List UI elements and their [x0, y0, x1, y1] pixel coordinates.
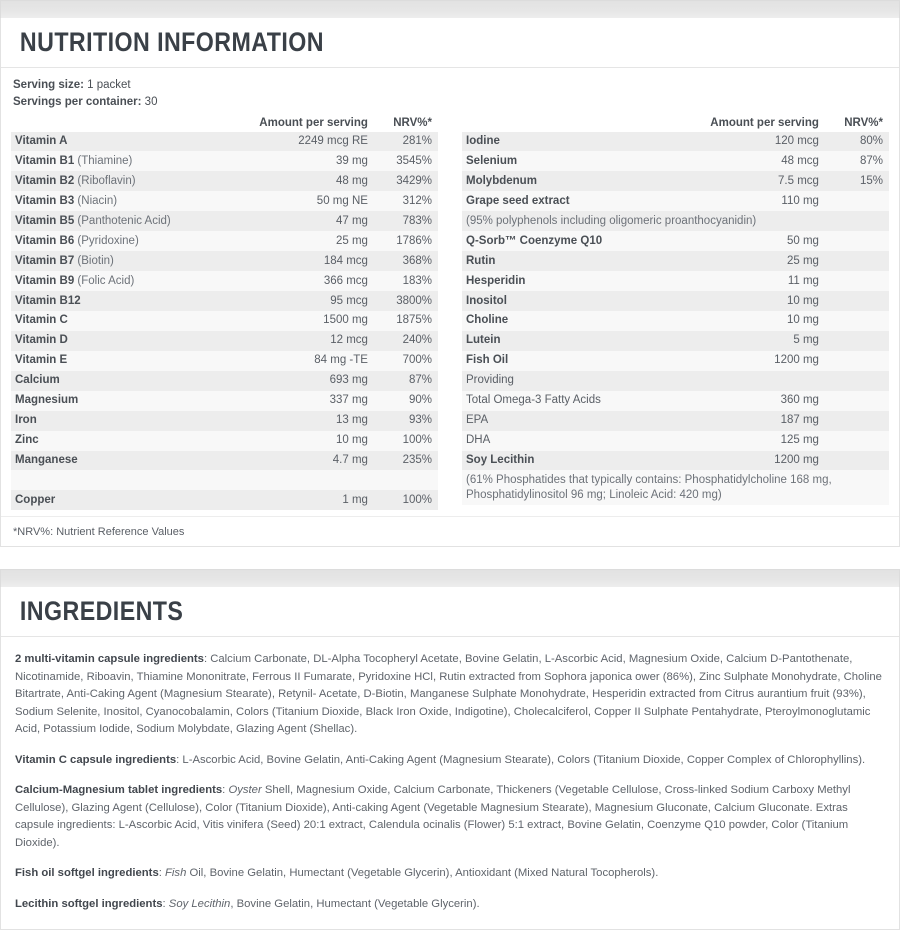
row-amount: 4.7 mg — [254, 451, 374, 471]
nutrition-table-right-wrap — [462, 115, 889, 511]
row-amount: 187 mg — [705, 411, 825, 431]
servings-per-container-label: Servings per container: — [13, 95, 142, 108]
table-row — [11, 132, 438, 152]
column-header-nrv: NRV%* — [393, 116, 432, 129]
ingredients-body — [1, 637, 899, 929]
ingredient-paragraph: Calcium-Magnesium tablet ingredients: Oyster Shell, Magnesium Oxide, Calcium Carbonate, Thickeners (Vegetable Cellulose, Cross-linked Sodium Carboxy Methyl Cellulose), Glazing Agent (Cellulose), Color (Titanium Dioxide), Anti-caking Agent (Vegetable Magnesium Stearate), Magnesium Gluconate, Calcium Gluconate. Extras capsule ingredients: L-Ascorbic Acid, Vitis vinifera (Seed) 20:1 extract, Calendula ocinalis (Flower) 5:1 extract, Bovine Gelatin, Coenzyme Q10 powder, Color (Titanium Dioxide). — [15, 784, 851, 849]
row-amount: 25 mg — [254, 231, 374, 251]
table-row — [11, 211, 438, 231]
ingredients-panel-header-band — [0, 569, 900, 587]
row-label: Soy Lecithin — [462, 451, 705, 471]
row-label: EPA — [462, 411, 705, 431]
row-label: Zinc — [11, 431, 254, 451]
row-label: Vitamin B7 (Biotin) — [11, 251, 254, 271]
row-label: Inositol — [462, 291, 705, 311]
row-label-sub: (Thiamine) — [74, 154, 133, 167]
table-row — [462, 132, 889, 152]
table-row — [462, 391, 889, 411]
row-nrv — [825, 311, 889, 331]
row-label: Vitamin C — [11, 311, 254, 331]
row-label: Total Omega-3 Fatty Acids — [462, 391, 705, 411]
table-row — [462, 251, 889, 271]
panel-spacer — [0, 547, 900, 569]
row-label — [11, 470, 254, 490]
serving-info — [1, 68, 899, 114]
table-row — [462, 291, 889, 311]
row-label-sub: (Riboflavin) — [74, 174, 136, 187]
row-amount: 1200 mg — [705, 451, 825, 471]
row-label-sub: (Pyridoxine) — [74, 234, 139, 247]
table-row — [11, 490, 438, 510]
row-label-sub: (Panthotenic Acid) — [74, 214, 171, 227]
row-amount: 13 mg — [254, 411, 374, 431]
table-row — [462, 411, 889, 431]
table-header-row — [11, 115, 438, 132]
table-row — [462, 151, 889, 171]
column-header-amount: Amount per serving — [710, 116, 819, 129]
table-row — [462, 470, 889, 505]
row-amount: 125 mg — [705, 431, 825, 451]
row-amount: 337 mg — [254, 391, 374, 411]
table-row — [462, 371, 889, 391]
row-nrv — [825, 391, 889, 411]
serving-size-value: 1 packet — [87, 79, 131, 92]
row-nrv: 100% — [374, 431, 438, 451]
nrv-footnote: *NRV%: Nutrient Reference Values — [1, 516, 899, 546]
row-label: DHA — [462, 431, 705, 451]
row-nrv: 700% — [374, 351, 438, 371]
table-row — [11, 470, 438, 490]
table-row — [462, 331, 889, 351]
table-row — [11, 451, 438, 471]
table-row — [11, 351, 438, 371]
row-nrv — [825, 371, 889, 391]
row-label: Vitamin B9 (Folic Acid) — [11, 271, 254, 291]
table-header-row — [462, 115, 889, 132]
table-row — [462, 431, 889, 451]
column-header-name — [11, 115, 254, 132]
row-nrv: 240% — [374, 331, 438, 351]
ingredient-italic-term: Oyster — [228, 784, 262, 797]
row-label: Providing — [462, 371, 705, 391]
row-label: Selenium — [462, 151, 705, 171]
table-row — [11, 371, 438, 391]
column-header-name — [462, 115, 705, 132]
row-label: Calcium — [11, 371, 254, 391]
table-row — [11, 431, 438, 451]
serving-size-label: Serving size: — [13, 79, 84, 92]
column-header-amount: Amount per serving — [259, 116, 368, 129]
row-amount: 95 mcg — [254, 291, 374, 311]
row-label: Molybdenum — [462, 171, 705, 191]
servings-per-container-value: 30 — [144, 95, 158, 108]
row-amount: 184 mcg — [254, 251, 374, 271]
row-label: Iodine — [462, 132, 705, 152]
row-nrv: 183% — [374, 271, 438, 291]
row-amount: 5 mg — [705, 331, 825, 351]
row-note: (61% Phosphatides that typically contains: Phosphatidylcholine 168 mg, Phosphatidylinositol 96 mg; Linoleic Acid: 420 mg) — [462, 470, 889, 505]
nutrition-table-left — [11, 115, 438, 511]
ingredients-panel — [0, 569, 900, 930]
row-label-sub: (Biotin) — [74, 254, 114, 267]
table-row — [462, 211, 889, 231]
row-amount: 47 mg — [254, 211, 374, 231]
row-label: Vitamin B6 (Pyridoxine) — [11, 231, 254, 251]
row-amount: 50 mg — [705, 231, 825, 251]
ingredient-italic-term: Soy Lecithin — [168, 897, 231, 910]
nutrition-left-body — [11, 132, 438, 511]
row-nrv — [825, 451, 889, 471]
row-nrv — [825, 191, 889, 211]
table-row — [462, 311, 889, 331]
row-nrv: 15% — [825, 171, 889, 191]
column-header-nrv: NRV%* — [844, 116, 883, 129]
table-row — [462, 271, 889, 291]
ingredient-paragraph: Fish oil softgel ingredients: Fish Oil, Bovine Gelatin, Humectant (Vegetable Glycerin), Antioxidant (Mixed Natural Tocopherols). — [15, 867, 659, 880]
row-nrv: 3800% — [374, 291, 438, 311]
row-label: Vitamin E — [11, 351, 254, 371]
table-row — [11, 311, 438, 331]
row-nrv: 368% — [374, 251, 438, 271]
row-label: Grape seed extract — [462, 191, 705, 211]
row-nrv — [374, 470, 438, 490]
row-nrv: 100% — [374, 490, 438, 510]
serving-size-line — [13, 77, 899, 94]
row-amount: 39 mg — [254, 151, 374, 171]
table-row — [11, 151, 438, 171]
row-nrv: 3429% — [374, 171, 438, 191]
ingredient-paragraph: 2 multi-vitamin capsule ingredients: Calcium Carbonate, DL-Alpha Tocopheryl Acetate, Bovine Gelatin, L-Ascorbic Acid, Magnesium Oxide, Calcium D-Pantothenate, Nicotinamide, Riboavin, Thiamine Mononitrate, Ferrous II Fumarate, Pyridoxine HCl, Rutin extracted from Sophora japonica ower (86%), Zinc Sulphate Monohydrate, Choline Bitartrate, Anti-Caking Agent (Magnesium Stearate), Retynil- Acetate, D-Biotin, Manganese Sulphate Monohydrate, Hesperidin extracted from Citrus aurantium fruit (93%), Sodium Selenite, Inositol, Cyanocobalamin, Colors (Titanium Dioxide, Black Iron Oxide, Indigotine), Cholecalciferol, Copper II Sulphate Pentahydrate, Pteroylmonoglutamic Acid, Potassium Iodide, Sodium Molybdate, Glazing Agent (Shellac). — [15, 653, 882, 736]
row-amount: 1500 mg — [254, 311, 374, 331]
row-amount: 50 mg NE — [254, 191, 374, 211]
row-amount — [254, 470, 374, 490]
ingredient-paragraph: Vitamin C capsule ingredients: L-Ascorbic Acid, Bovine Gelatin, Anti-Caking Agent (Magnesium Stearate), Colors (Titanium Dioxide, Copper Complex of Chlorophyllins). — [15, 753, 866, 766]
table-row — [462, 231, 889, 251]
row-amount: 693 mg — [254, 371, 374, 391]
nutrition-table-left-wrap — [11, 115, 438, 511]
ingredient-paragraph-label: Calcium-Magnesium tablet ingredients — [15, 784, 223, 797]
row-nrv: 87% — [374, 371, 438, 391]
table-row — [11, 231, 438, 251]
row-nrv — [825, 251, 889, 271]
table-row — [11, 171, 438, 191]
row-nrv — [825, 411, 889, 431]
ingredient-paragraph-label: Lecithin softgel ingredients — [15, 897, 163, 910]
row-label: Vitamin A — [11, 132, 254, 152]
row-amount: 11 mg — [705, 271, 825, 291]
ingredient-italic-term: Fish — [165, 867, 187, 880]
row-amount — [705, 371, 825, 391]
nutrition-panel-header-band — [0, 0, 900, 18]
row-amount: 360 mg — [705, 391, 825, 411]
row-nrv: 1786% — [374, 231, 438, 251]
row-label: Iron — [11, 411, 254, 431]
row-nrv — [825, 331, 889, 351]
row-label: Vitamin D — [11, 331, 254, 351]
row-amount: 84 mg -TE — [254, 351, 374, 371]
row-label: Lutein — [462, 331, 705, 351]
row-label: Vitamin B3 (Niacin) — [11, 191, 254, 211]
ingredients-panel-title: INGREDIENTS — [19, 596, 184, 627]
table-row — [462, 171, 889, 191]
row-amount: 48 mg — [254, 171, 374, 191]
row-nrv: 783% — [374, 211, 438, 231]
table-row — [11, 411, 438, 431]
row-label: Manganese — [11, 451, 254, 471]
row-label: Hesperidin — [462, 271, 705, 291]
row-amount: 1200 mg — [705, 351, 825, 371]
table-row — [462, 451, 889, 471]
table-row — [11, 251, 438, 271]
row-nrv: 87% — [825, 151, 889, 171]
row-nrv: 3545% — [374, 151, 438, 171]
row-nrv — [825, 231, 889, 251]
table-row — [11, 291, 438, 311]
row-note: (95% polyphenols including oligomeric proanthocyanidin) — [462, 211, 889, 231]
row-label: Vitamin B5 (Panthotenic Acid) — [11, 211, 254, 231]
ingredient-paragraph-label: 2 multi-vitamin capsule ingredients — [15, 653, 204, 666]
row-nrv: 281% — [374, 132, 438, 152]
row-amount: 110 mg — [705, 191, 825, 211]
table-row — [462, 351, 889, 371]
row-amount: 10 mg — [705, 311, 825, 331]
table-row — [11, 331, 438, 351]
row-nrv — [825, 351, 889, 371]
row-label: Copper — [11, 490, 254, 510]
ingredient-paragraph-label: Vitamin C capsule ingredients — [15, 753, 177, 766]
row-label-sub: (Niacin) — [74, 194, 118, 207]
nutrition-panel-title: NUTRITION INFORMATION — [19, 27, 324, 57]
row-nrv: 80% — [825, 132, 889, 152]
row-nrv: 93% — [374, 411, 438, 431]
row-label: Rutin — [462, 251, 705, 271]
row-label: Q-Sorb™ Coenzyme Q10 — [462, 231, 705, 251]
row-nrv: 235% — [374, 451, 438, 471]
row-label-sub: (Folic Acid) — [74, 274, 135, 287]
row-nrv — [825, 271, 889, 291]
table-row — [462, 191, 889, 211]
row-nrv: 312% — [374, 191, 438, 211]
row-amount: 120 mcg — [705, 132, 825, 152]
row-nrv — [825, 431, 889, 451]
row-label: Vitamin B12 — [11, 291, 254, 311]
row-label: Vitamin B1 (Thiamine) — [11, 151, 254, 171]
row-amount: 48 mcg — [705, 151, 825, 171]
row-amount: 366 mcg — [254, 271, 374, 291]
row-amount: 7.5 mcg — [705, 171, 825, 191]
row-amount: 25 mg — [705, 251, 825, 271]
nutrition-table-right — [462, 115, 889, 506]
table-row — [11, 271, 438, 291]
table-row — [11, 391, 438, 411]
row-label: Vitamin B2 (Riboflavin) — [11, 171, 254, 191]
nutrition-tables — [1, 115, 899, 511]
table-row — [11, 191, 438, 211]
ingredient-paragraph-label: Fish oil softgel ingredients — [15, 867, 159, 880]
row-label: Choline — [462, 311, 705, 331]
row-amount: 1 mg — [254, 490, 374, 510]
ingredient-paragraph: Lecithin softgel ingredients: Soy Lecithin, Bovine Gelatin, Humectant (Vegetable Glycerin). — [15, 897, 480, 910]
row-amount: 12 mcg — [254, 331, 374, 351]
row-amount: 10 mg — [705, 291, 825, 311]
row-nrv: 1875% — [374, 311, 438, 331]
row-nrv — [825, 291, 889, 311]
servings-per-container-line — [13, 94, 899, 111]
row-label: Magnesium — [11, 391, 254, 411]
row-amount: 2249 mcg RE — [254, 132, 374, 152]
row-amount: 10 mg — [254, 431, 374, 451]
nutrition-right-body — [462, 132, 889, 506]
row-nrv: 90% — [374, 391, 438, 411]
row-label: Fish Oil — [462, 351, 705, 371]
